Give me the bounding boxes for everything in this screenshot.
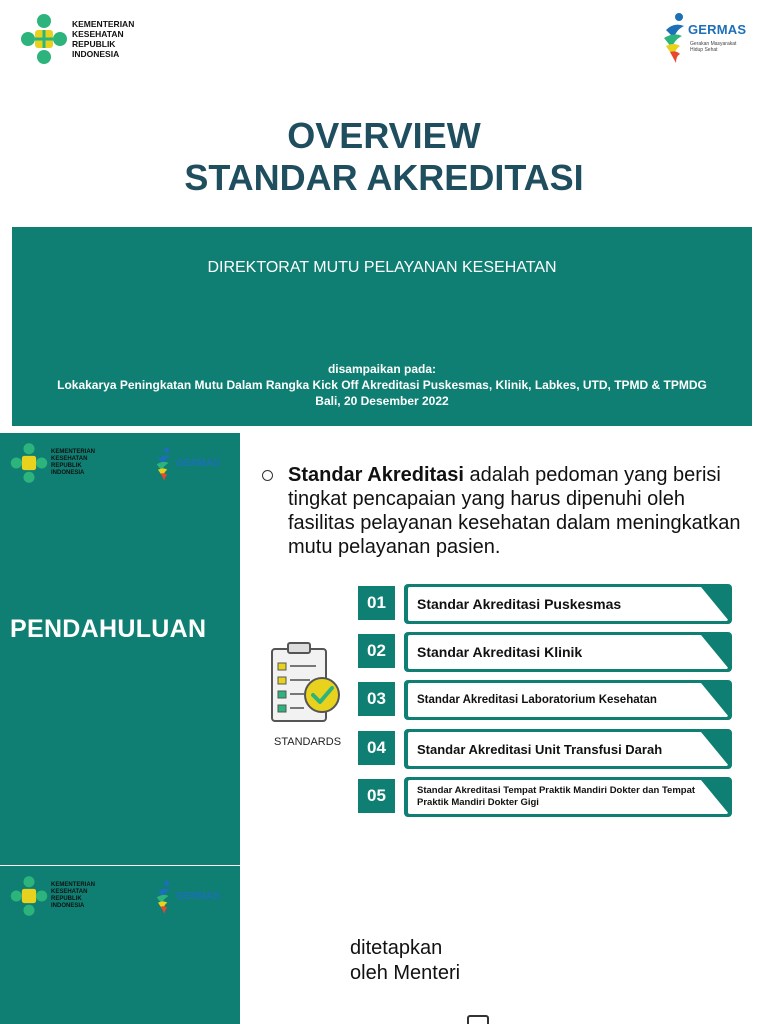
standard-number: 04 bbox=[358, 731, 395, 765]
standard-number: 01 bbox=[358, 586, 395, 620]
standard-item bbox=[358, 729, 734, 769]
corner-fold-icon bbox=[701, 587, 729, 621]
standard-box bbox=[404, 729, 732, 769]
slide-introduction bbox=[0, 433, 768, 865]
delivery-info bbox=[12, 361, 752, 409]
standard-box bbox=[404, 632, 732, 672]
standard-label: Standar Akreditasi Puskesmas bbox=[417, 596, 622, 612]
definition-text bbox=[288, 463, 752, 559]
standard-box bbox=[404, 584, 732, 624]
standard-item bbox=[358, 680, 734, 720]
standard-box bbox=[404, 680, 732, 720]
kemkes-text-line: REPUBLIK bbox=[51, 896, 82, 902]
standard-inner bbox=[408, 732, 728, 766]
germas-name: GERMAS bbox=[176, 457, 220, 469]
standard-item bbox=[358, 584, 734, 624]
germas-figure-icon bbox=[154, 441, 174, 485]
germas-tagline: Gerakan Masyarakat Hidup Sehat bbox=[690, 41, 737, 53]
standard-number: 03 bbox=[358, 682, 395, 716]
directorate-name: DIREKTORAT MUTU PELAYANAN KESEHATAN bbox=[207, 259, 557, 276]
kemkes-text-line: REPUBLIK bbox=[72, 39, 116, 49]
section-title: PENDAHULUAN bbox=[10, 615, 207, 643]
corner-fold-icon bbox=[701, 732, 729, 766]
germas-name: GERMAS bbox=[688, 22, 747, 37]
germas-figure-icon bbox=[660, 8, 690, 64]
section-panel bbox=[0, 866, 240, 1024]
delivered-label: disampaikan pada: bbox=[327, 362, 437, 376]
title-line-1: OVERVIEW bbox=[287, 115, 481, 156]
standard-inner bbox=[408, 635, 728, 669]
kemkes-text-line: REPUBLIK bbox=[51, 463, 82, 469]
corner-fold-icon bbox=[701, 635, 729, 669]
germas-logo-small bbox=[154, 874, 220, 918]
standard-inner bbox=[408, 683, 728, 717]
kemkes-emblem-icon bbox=[10, 874, 48, 918]
kemkes-text-line: INDONESIA bbox=[51, 903, 85, 909]
corner-fold-icon bbox=[701, 683, 729, 717]
standard-label: Standar Akreditasi Laboratorium Kesehatan bbox=[417, 694, 657, 706]
slide-cover bbox=[0, 0, 768, 432]
standard-label: Standar Akreditasi Klinik bbox=[417, 644, 583, 660]
kemkes-text-line: KEMENTERIAN bbox=[72, 19, 135, 29]
section-panel bbox=[0, 433, 240, 865]
kemkes-logo-small bbox=[10, 874, 95, 918]
kemkes-text-line: INDONESIA bbox=[51, 470, 85, 476]
kemkes-text-line: KEMENTERIAN bbox=[51, 449, 96, 455]
standard-inner bbox=[408, 780, 728, 814]
germas-logo-small bbox=[154, 441, 220, 485]
info-band bbox=[12, 227, 752, 426]
clipboard-checklist-icon bbox=[266, 641, 346, 726]
standard-item bbox=[358, 632, 734, 672]
definition-body: adalah pedoman yang berisi tingkat pencapaian yang harus dipenuhi oleh fasilitas pelayanan kesehatan dalam meningkatkan mutu pelayanan pasien. bbox=[288, 464, 741, 558]
decorative-arc bbox=[420, 958, 760, 1024]
standard-number: 02 bbox=[358, 634, 395, 668]
kemkes-emblem-icon bbox=[10, 441, 48, 485]
decree-line-2: oleh Menteri bbox=[350, 962, 461, 984]
kemkes-logo bbox=[20, 12, 134, 66]
definition-term: Standar Akreditasi bbox=[288, 464, 464, 486]
kemkes-text-line: KESEHATAN bbox=[51, 456, 88, 462]
hollow-bullet-icon bbox=[262, 470, 273, 481]
standards-label: STANDARDS bbox=[274, 736, 342, 748]
decree-line-1: ditetapkan bbox=[350, 937, 443, 959]
kemkes-text-line: KESEHATAN bbox=[51, 889, 88, 895]
standard-item bbox=[358, 777, 734, 817]
germas-name: GERMAS bbox=[176, 890, 220, 902]
corner-fold-icon bbox=[701, 780, 729, 814]
standard-inner bbox=[408, 587, 728, 621]
standard-number: 05 bbox=[358, 779, 395, 813]
standard-label: Standar Akreditasi Unit Transfusi Darah bbox=[417, 741, 663, 757]
place-date: Bali, 20 Desember 2022 bbox=[315, 394, 449, 408]
kemkes-text-line: KEMENTERIAN bbox=[51, 882, 96, 888]
event-name: Lokakarya Peningkatan Mutu Dalam Rangka Kick Off Akreditasi Puskesmas, Klinik, Labkes, UTD, TPMD & TPMDG bbox=[57, 378, 707, 392]
standard-label: Standar Akreditasi Tempat Praktik Mandiri Dokter dan Tempat Praktik Mandiri Dokter Gigi bbox=[417, 785, 696, 808]
kemkes-emblem-icon bbox=[20, 12, 68, 66]
germas-figure-icon bbox=[154, 874, 174, 918]
kemkes-text-line: KESEHATAN bbox=[72, 29, 124, 39]
kemkes-text-line: INDONESIA bbox=[72, 49, 120, 59]
title-line-2: STANDAR AKREDITASI bbox=[184, 157, 584, 198]
kemkes-logo-small bbox=[10, 441, 95, 485]
standard-box bbox=[404, 777, 732, 817]
slide-decree bbox=[0, 866, 768, 1024]
germas-logo bbox=[660, 8, 746, 64]
